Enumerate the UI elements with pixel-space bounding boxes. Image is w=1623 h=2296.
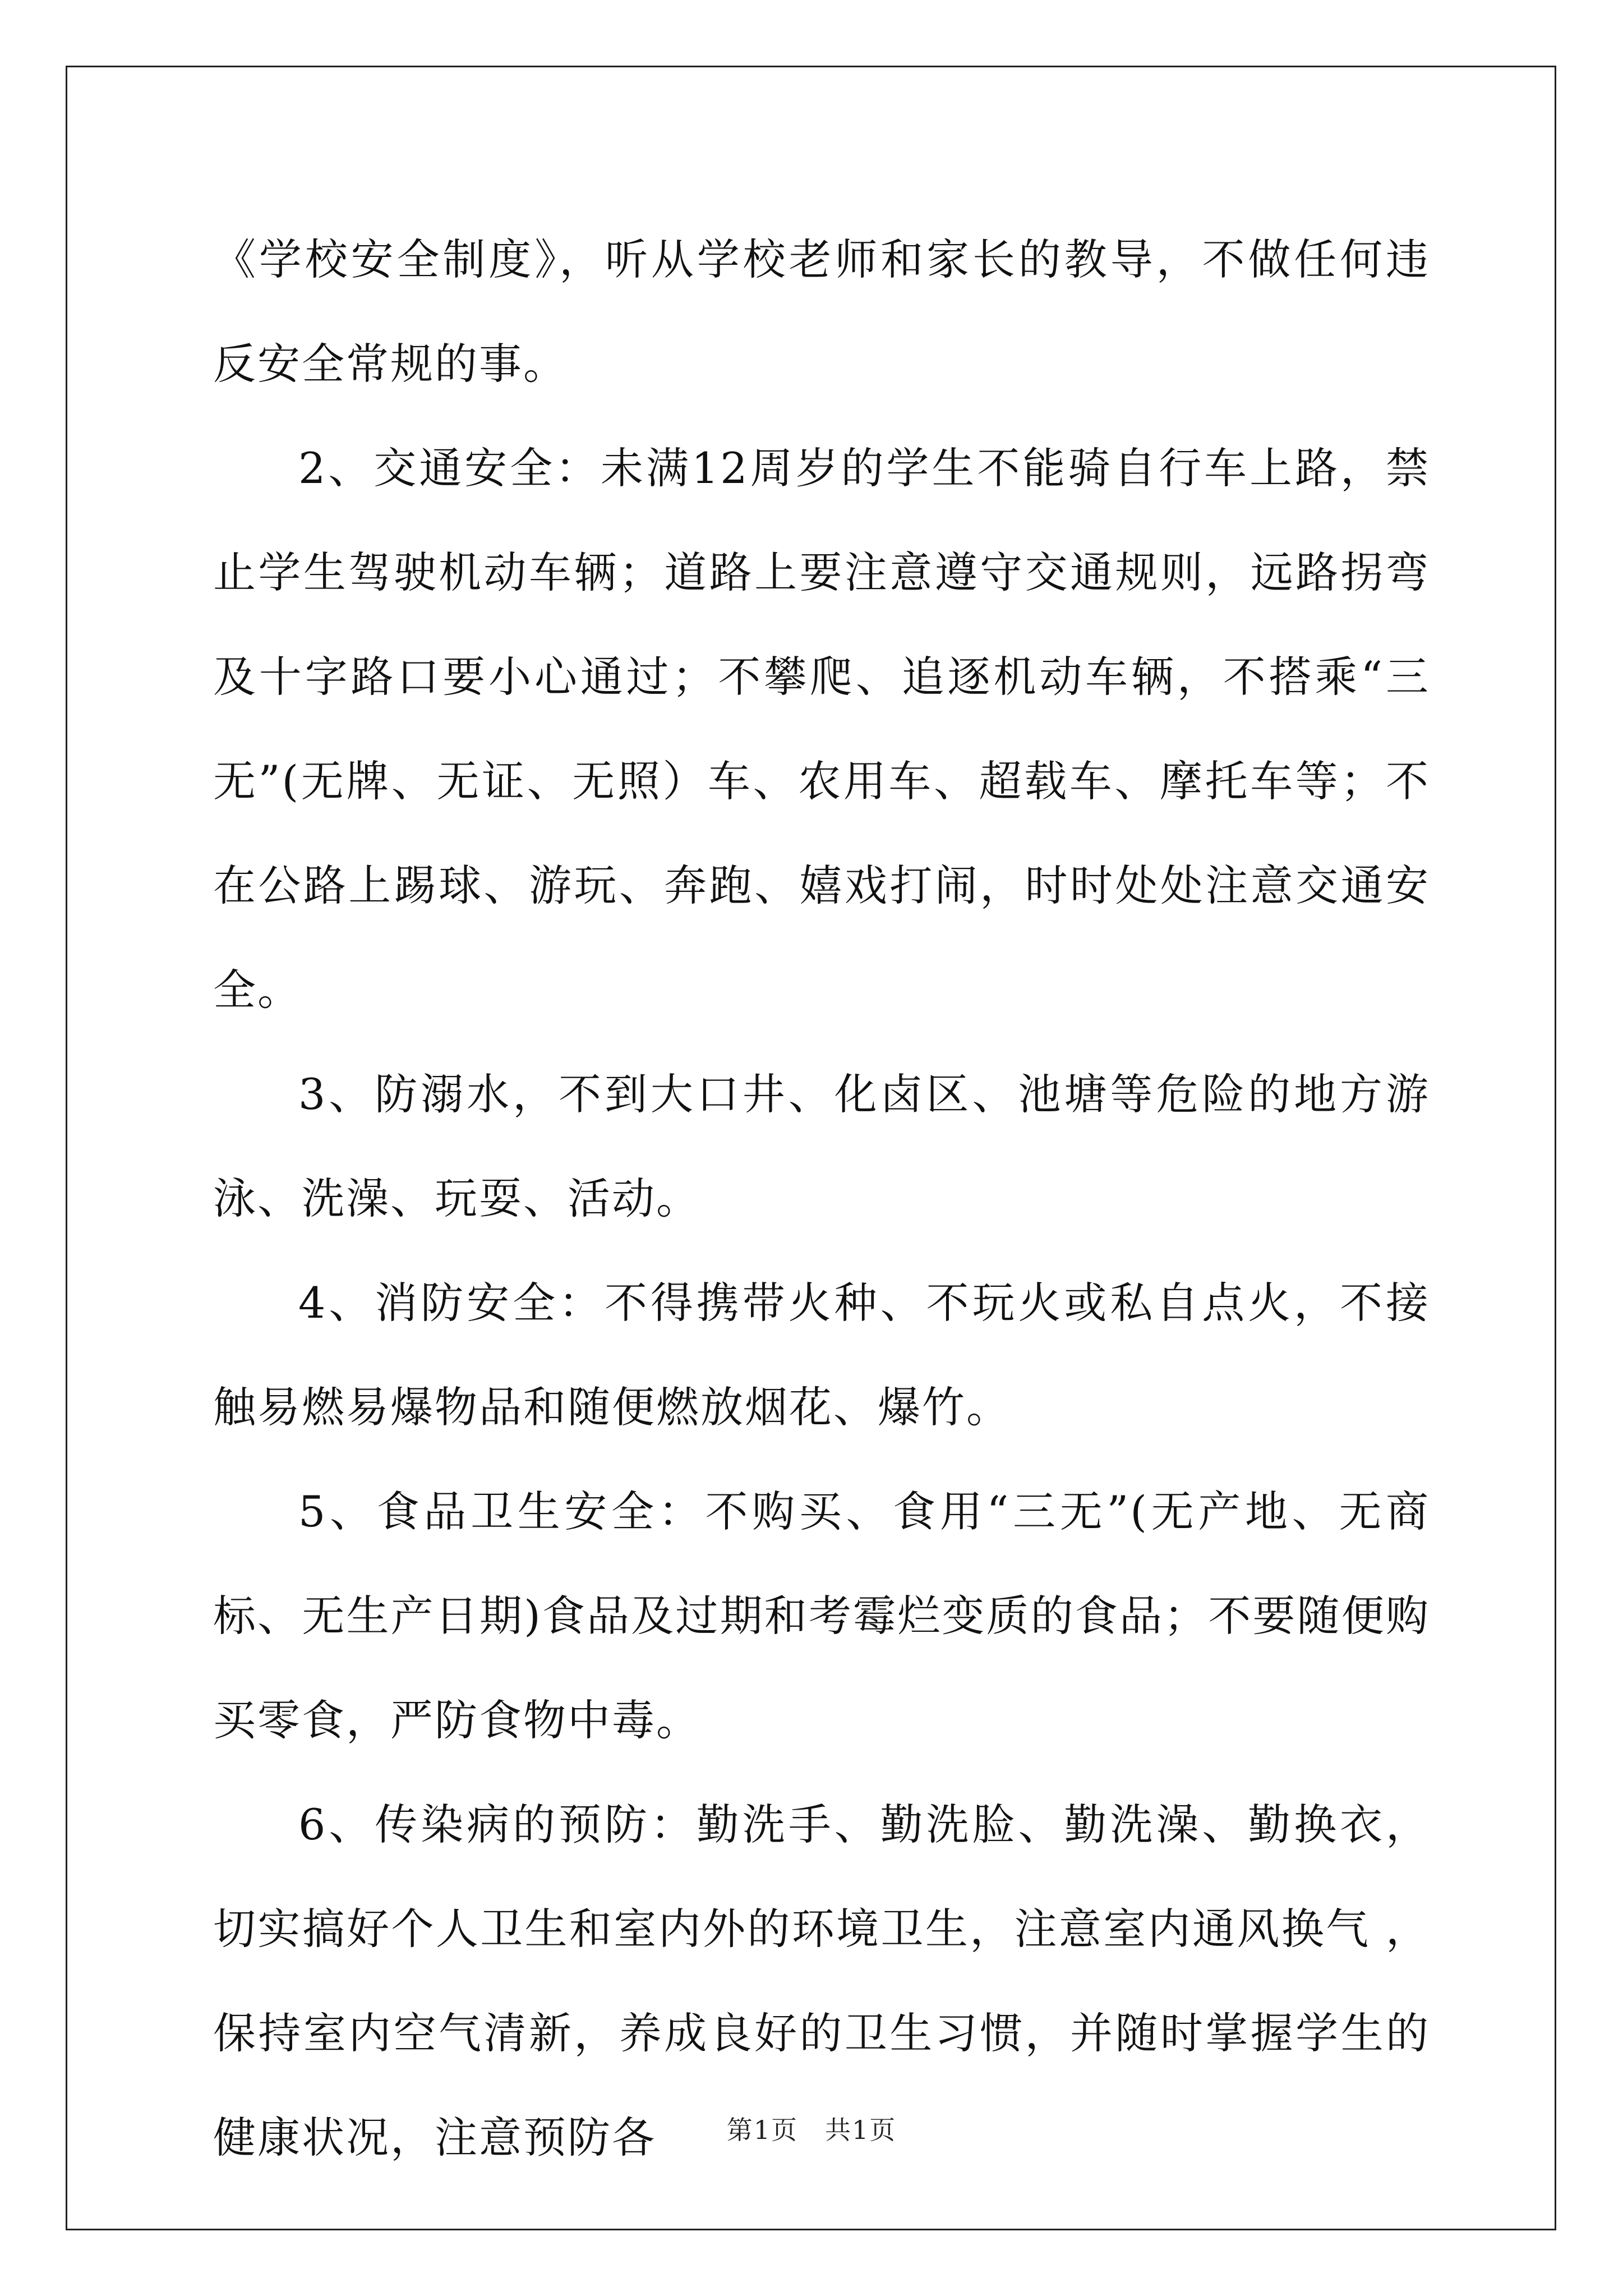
paragraph-disease-prevention: 6、传染病的预防：勤洗手、勤洗脸、勤洗澡、勤换衣，切实搞好个人卫生和室内外的环境卫生，注意室内通风换气 ，保持室内空气清新，养成良好的卫生习惯，并随时掌握学生的健康状况，注意预防各	[213, 1800, 1430, 2162]
paragraph-traffic-safety: 2、交通安全：未满12周岁的学生不能骑自行车上路，禁止学生驾驶机动车辆；道路上要注意遵守交通规则，远路拐弯及十字路口要小心通过；不攀爬、追逐机动车辆，不搭乘“三无”(无牌、无证、无照）车、农用车、超载车、摩托车等；不在公路上踢球、游玩、奔跑、嬉戏打闹，时时处处注意交通安全。	[213, 443, 1430, 1015]
paragraph-school-rules: 《学校安全制度》，听从学校老师和家长的教导，不做任何违反安全常规的事。	[213, 234, 1430, 389]
page-number-footer: 第1页 共1页	[726, 2115, 897, 2145]
paragraph-drowning-prevention: 3、防溺水，不到大口井、化卤区、池塘等危险的地方游泳、洗澡、玩耍、活动。	[213, 1069, 1430, 1223]
paragraph-fire-safety: 4、消防安全：不得携带火种、不玩火或私自点火，不接触易燃易爆物品和随便燃放烟花、爆竹。	[213, 1278, 1430, 1432]
document-body	[213, 208, 1430, 2190]
paragraph-food-safety: 5、食品卫生安全：不购买、食用“三无”(无产地、无商标、无生产日期)食品及过期和考霉烂变质的食品；不要随便购买零食，严防食物中毒。	[213, 1487, 1430, 1745]
